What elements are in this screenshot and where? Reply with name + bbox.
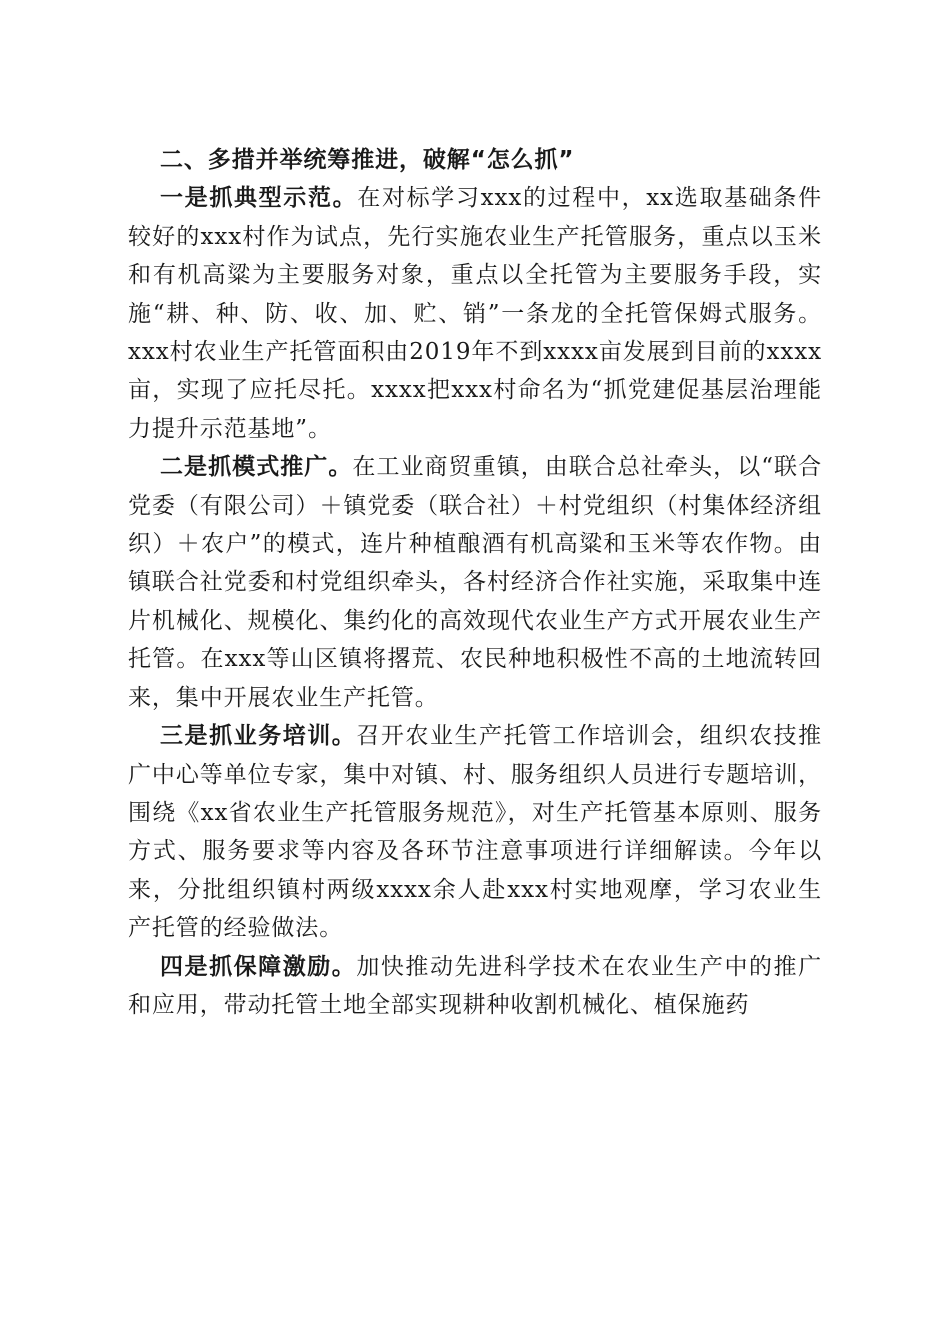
paragraph-lead: 四是抓保障激励。 (160, 953, 357, 980)
document-body (128, 141, 822, 1024)
paragraph-business-training (128, 717, 822, 947)
paragraph-lead: 二是抓模式推广。 (160, 454, 353, 481)
paragraph-guarantee-incentive (128, 948, 822, 1025)
paragraph-text: 召开农业生产托管工作培训会，组织农技推广中心等单位专家，集中对镇、村、服务组织人员进行专题培训，围绕《xx省农业生产托管服务规范》，对生产托管基本原则、服务方式、服务要求等内容及各环节注意事项进行详细解读。今年以来，分批组织镇村两级xxxx余人赴xxx村实地观摩，学习农业生产托管的经验做法。 (128, 723, 822, 942)
paragraph-model-promotion (128, 448, 822, 717)
paragraph-text: 加快推动先进科学技术在农业生产中的推广和应用，带动托管土地全部实现耕种收割机械化、植保施药 (128, 953, 822, 1018)
paragraph-text: 在对标学习xxx的过程中，xx选取基础条件较好的xxx村作为试点，先行实施农业生产托管服务，重点以玉米和有机高粱为主要服务对象，重点以全托管为主要服务手段，实施“耕、种、防、收、加、贮、销”一条龙的全托管保姆式服务。xxx村农业生产托管面积由2019年不到xxxx亩发展到目前的xxxx亩，实现了应托尽托。xxxx把xxx村命名为“抓党建促基层治理能力提升示范基地”。 (128, 185, 822, 442)
paragraph-text: 在工业商贸重镇，由联合总社牵头，以“联合党委（有限公司）＋镇党委（联合社）＋村党组织（村集体经济组织）＋农户”的模式，连片种植酿酒有机高粱和玉米等农作物。由镇联合社党委和村党组织牵头，各村经济合作社实施，采取集中连片机械化、规模化、集约化的高效现代农业生产方式开展农业生产托管。在xxx等山区镇将撂荒、农民种地积极性不高的土地流转回来，集中开展农业生产托管。 (128, 454, 823, 711)
section-heading: 二、多措并举统筹推进，破解“怎么抓” (160, 147, 575, 173)
paragraph-typical-demonstration (128, 179, 822, 448)
paragraph-lead: 三是抓业务培训。 (160, 723, 357, 750)
paragraph-lead: 一是抓典型示范。 (160, 185, 358, 212)
